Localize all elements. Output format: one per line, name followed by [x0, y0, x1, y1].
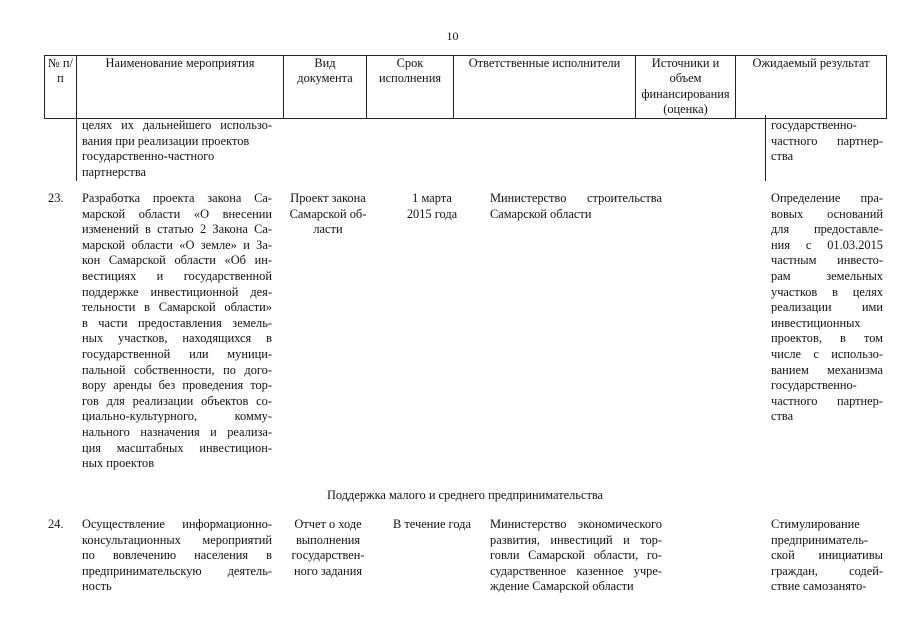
text-line: для предоставле- — [771, 222, 883, 237]
header-document: Вид документа — [284, 56, 367, 119]
text-line: развития, инвестиций и тор- — [490, 532, 662, 547]
text-line: тельности в Самарской области» — [82, 300, 272, 315]
text-line: государственно- — [771, 118, 857, 132]
text-line: Самарской области — [490, 206, 592, 221]
text-line: выполнения — [295, 532, 361, 547]
table-header — [44, 55, 887, 119]
row-23-document-cell — [284, 191, 372, 238]
text-line: предпринимательскую деятель- — [82, 563, 272, 578]
text-line: нального назначения и реализа- — [82, 424, 272, 439]
row-24-name-cell — [82, 517, 272, 595]
row-24-responsible-cell — [490, 517, 662, 595]
text-line: Проект закона — [290, 191, 366, 205]
text-line: ской инициативы — [771, 548, 883, 563]
text-line: кон Самарской области «Об ин- — [82, 253, 272, 268]
text-line: ствие самозанято- — [771, 579, 867, 594]
text-line: пальной собственности, по дого- — [82, 362, 272, 377]
row-23-result-cell — [771, 191, 883, 425]
text-line: Министерство строительства — [490, 191, 662, 205]
text-line: государственно- — [771, 378, 857, 393]
text-line: целях их дальнейшего использо- — [82, 118, 272, 132]
text-line: вания при реализации проектов — [82, 133, 250, 148]
header-result: Ожидаемый результат — [736, 56, 887, 119]
text-line: ласти — [313, 222, 343, 237]
text-line: вестициях и государственной — [82, 268, 272, 283]
row-24-result-cell — [771, 517, 883, 595]
text-line: Министерство экономического — [490, 517, 662, 531]
row-23-term-cell — [388, 191, 476, 222]
row-23-number: 23. — [48, 191, 64, 205]
text-line: вору аренды без проведения тор- — [82, 378, 272, 393]
text-line: ния с 01.03.2015 — [771, 237, 883, 252]
text-line: частного партнер- — [771, 133, 883, 148]
text-line: в части предоставления земель- — [82, 315, 272, 330]
text-line: рам земельных — [771, 268, 883, 283]
text-line: частным инвесто- — [771, 253, 883, 268]
text-line: ных проектов — [82, 456, 155, 471]
header-term: Срок исполнения — [367, 56, 454, 119]
text-line: государственно-частного партнерства — [82, 149, 215, 179]
cont-name-cell — [82, 118, 272, 180]
column-divider — [76, 115, 77, 181]
text-line: 1 марта — [412, 191, 452, 205]
text-line: ность — [82, 579, 112, 594]
text-line: частного партнер- — [771, 393, 883, 408]
row-24-number: 24. — [48, 517, 64, 531]
cont-result-cell — [771, 118, 883, 165]
text-line: марской области «О земле» и За- — [82, 237, 272, 252]
text-line: марской области «О внесении — [82, 206, 272, 221]
text-line: ждение Самарской области — [490, 579, 634, 594]
text-line: реализации ими — [771, 300, 883, 315]
text-line: участков в целях — [771, 284, 883, 299]
text-line: по вовлечению населения в — [82, 548, 272, 563]
page-number: 10 — [446, 29, 459, 43]
header-number: № п/п — [45, 56, 77, 119]
text-line: граждан, содей- — [771, 563, 883, 578]
text-line: 2015 года — [406, 206, 458, 221]
text-line: ного задания — [293, 563, 363, 578]
text-line: вовых оснований — [771, 206, 883, 221]
row-23-responsible-cell — [490, 191, 662, 222]
text-line: государственной или муници- — [82, 346, 272, 361]
text-line: Стимулирование — [771, 517, 860, 531]
row-23-name-cell — [82, 191, 272, 472]
text-line: предприниматель- — [771, 532, 868, 547]
row-24-term-cell — [384, 517, 480, 533]
text-line: ства — [771, 409, 794, 424]
text-line: ных участков, находящихся в — [82, 331, 272, 346]
text-line: ства — [771, 149, 794, 164]
text-line: ванием механизма — [771, 362, 883, 377]
header-funding: Источники и объем финансирования (оценка) — [636, 56, 736, 119]
text-line: циально-культурного, комму- — [82, 409, 272, 424]
text-line: изменений в статью 2 Закона Са- — [82, 222, 272, 237]
header-responsible: Ответственные исполнители — [454, 56, 636, 119]
row-24-document-cell — [284, 517, 372, 579]
text-line: Отчет о ходе — [294, 517, 362, 531]
text-line: поддержке инвестиционной дея- — [82, 284, 272, 299]
header-name: Наименование мероприятия — [77, 56, 284, 119]
text-line: Определение пра- — [771, 191, 883, 205]
text-line: инвестиционных — [771, 315, 861, 330]
section-title: Поддержка малого и среднего предпринимательства — [326, 488, 604, 502]
text-line: В течение года — [393, 517, 471, 531]
text-line: консультационных мероприятий — [82, 532, 272, 547]
column-divider — [765, 115, 766, 181]
text-line: Разработка проекта закона Са- — [82, 191, 272, 205]
text-line: гов для реализации объектов со- — [82, 393, 272, 408]
text-line: ция масштабных инвестицион- — [82, 440, 272, 455]
text-line: Самарской об- — [289, 206, 367, 221]
text-line: говли Самарской области, го- — [490, 548, 662, 563]
text-line: проектов, в том — [771, 331, 883, 346]
text-line: числе с использо- — [771, 346, 883, 361]
text-line: Осуществление информационно- — [82, 517, 272, 531]
text-line: сударственное казенное учре- — [490, 563, 662, 578]
text-line: государствен- — [291, 548, 365, 563]
